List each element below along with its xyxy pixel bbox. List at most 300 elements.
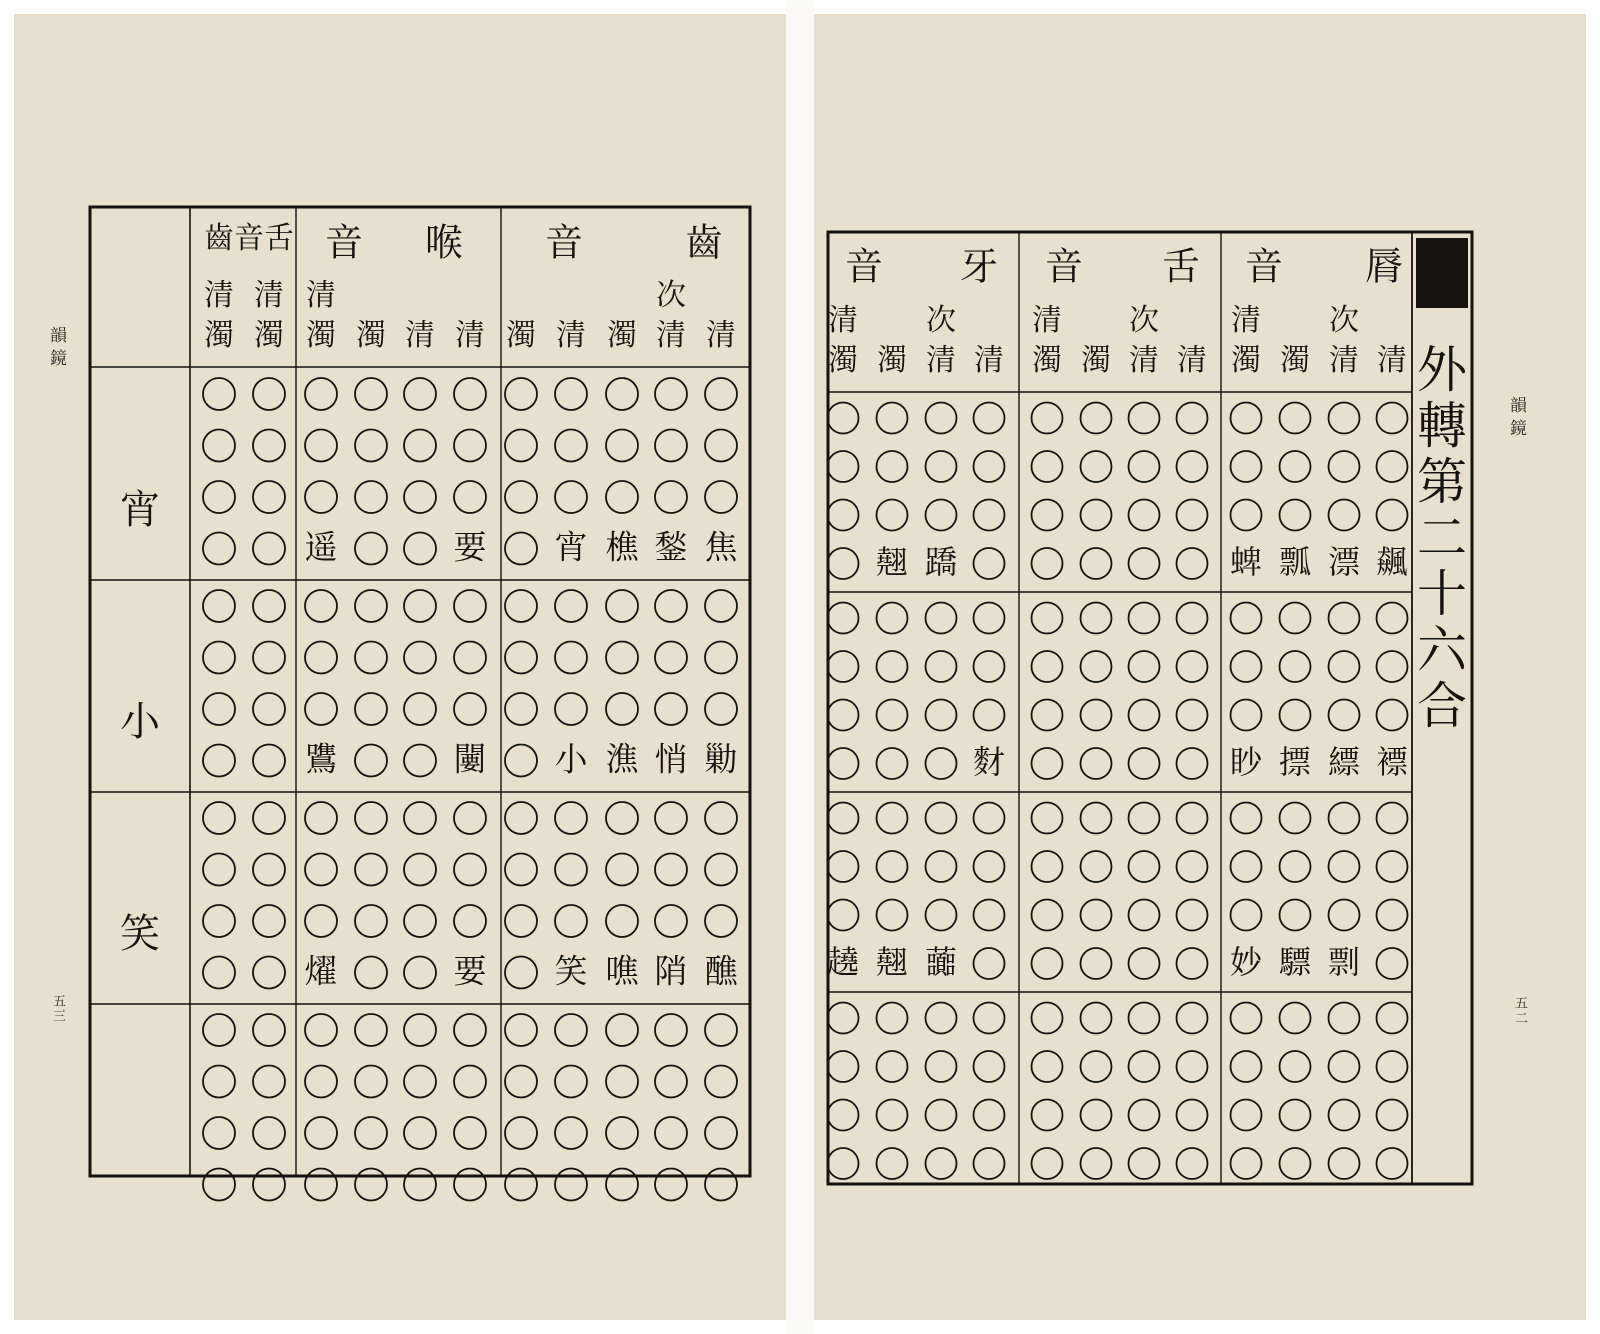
right-header-col-3: 清 xyxy=(974,343,1004,378)
left-cell-empty-circle xyxy=(655,1014,687,1046)
right-cell-empty-circle xyxy=(1081,948,1112,979)
right-cell-empty-circle xyxy=(1081,1148,1112,1179)
right-cell-empty-circle xyxy=(828,1100,859,1131)
right-cell-empty-circle xyxy=(1329,403,1360,434)
left-cell-empty-circle xyxy=(404,905,436,937)
left-cell-empty-circle xyxy=(705,590,737,622)
right-cell-empty-circle xyxy=(974,948,1005,979)
left-cell-empty-circle xyxy=(253,533,285,565)
left-cell-empty-circle xyxy=(555,1117,587,1149)
right-cell-empty-circle xyxy=(1177,500,1208,531)
left-cell-empty-circle xyxy=(305,378,337,410)
left-cell-empty-circle xyxy=(454,854,486,886)
left-cell-empty-circle xyxy=(655,642,687,674)
right-header-col-6 xyxy=(1129,303,1159,378)
left-cell-empty-circle xyxy=(655,481,687,513)
left-cell-empty-circle xyxy=(404,854,436,886)
right-cell-empty-circle xyxy=(974,1003,1005,1034)
right-cell-empty-circle xyxy=(828,403,859,434)
left-cell-empty-circle xyxy=(705,481,737,513)
left-cell-char: 要 xyxy=(453,951,487,991)
left-cell-empty-circle xyxy=(404,481,436,513)
right-cell-empty-circle xyxy=(1280,451,1311,482)
right-cell-empty-circle xyxy=(926,1148,957,1179)
left-cell-empty-circle xyxy=(253,905,285,937)
left-cell-empty-circle xyxy=(355,533,387,565)
right-chart-title-char: 十 xyxy=(1417,565,1467,623)
right-header-place-0: 牙 xyxy=(959,244,999,289)
left-cell-char: 樵 xyxy=(605,527,639,567)
left-header-col-9-char: 次 xyxy=(656,278,686,313)
left-header-col-0-char: 清 xyxy=(204,278,234,313)
right-cell-empty-circle xyxy=(1280,1148,1311,1179)
right-cell-empty-circle xyxy=(1032,1148,1063,1179)
right-cell-empty-circle xyxy=(1329,603,1360,634)
left-cell-empty-circle xyxy=(655,590,687,622)
right-cell-empty-circle xyxy=(1081,1003,1112,1034)
right-cell-empty-circle xyxy=(1129,803,1160,834)
right-header-col-10-char: 清 xyxy=(1329,343,1359,378)
left-cell-empty-circle xyxy=(454,1014,486,1046)
right-chart-title-char: 二 xyxy=(1417,509,1467,567)
left-cell-char: 陗 xyxy=(654,951,688,991)
right-chart-title-char: 轉 xyxy=(1417,397,1467,455)
right-cell-empty-circle xyxy=(1081,700,1112,731)
right-cell-empty-circle xyxy=(1081,651,1112,682)
left-cell-empty-circle xyxy=(606,481,638,513)
right-cell-char: 妙 xyxy=(1229,943,1263,981)
left-cell-empty-circle xyxy=(505,745,537,777)
left-cell-empty-circle xyxy=(404,1169,436,1201)
left-cell-empty-circle xyxy=(253,1014,285,1046)
left-cell-empty-circle xyxy=(655,1117,687,1149)
right-cell-empty-circle xyxy=(1231,500,1262,531)
right-cell-empty-circle xyxy=(926,900,957,931)
right-cell-empty-circle xyxy=(1231,900,1262,931)
right-page xyxy=(814,14,1586,1320)
left-cell-empty-circle xyxy=(606,1066,638,1098)
left-cell-empty-circle xyxy=(305,642,337,674)
left-cell-empty-circle xyxy=(253,745,285,777)
left-cell-char: 鍫 xyxy=(654,527,688,567)
right-cell-empty-circle xyxy=(1329,700,1360,731)
left-cell-empty-circle xyxy=(253,957,285,989)
right-cell-empty-circle xyxy=(1280,1051,1311,1082)
left-cell-empty-circle xyxy=(253,802,285,834)
right-cell-empty-circle xyxy=(1177,900,1208,931)
left-cell-empty-circle xyxy=(404,957,436,989)
right-cell-empty-circle xyxy=(828,748,859,779)
left-cell-empty-circle xyxy=(505,378,537,410)
left-header-col-10: 清 xyxy=(706,318,736,353)
left-cell-char: 宵 xyxy=(554,527,588,567)
right-cell-empty-circle xyxy=(926,1051,957,1082)
right-cell-empty-circle xyxy=(1177,1148,1208,1179)
left-cell-empty-circle xyxy=(404,1014,436,1046)
left-cell-empty-circle xyxy=(253,430,285,462)
right-cell-empty-circle xyxy=(1129,1051,1160,1082)
left-cell-empty-circle xyxy=(355,957,387,989)
right-cell-empty-circle xyxy=(1032,803,1063,834)
right-cell-empty-circle xyxy=(1231,1051,1262,1082)
left-cell-empty-circle xyxy=(606,642,638,674)
right-header-col-6-char: 清 xyxy=(1129,343,1159,378)
left-cell-empty-circle xyxy=(404,693,436,725)
right-cell-empty-circle xyxy=(877,1100,908,1131)
right-cell-empty-circle xyxy=(1377,900,1408,931)
left-cell-char: 笑 xyxy=(554,951,588,991)
right-cell-empty-circle xyxy=(1081,900,1112,931)
right-folio-number: 五二 xyxy=(1512,996,1527,1026)
right-cell-empty-circle xyxy=(1329,803,1360,834)
right-header-col-2-char: 次 xyxy=(926,303,956,338)
left-cell-empty-circle xyxy=(454,1169,486,1201)
right-cell-empty-circle xyxy=(828,548,859,579)
left-cell-empty-circle xyxy=(705,1066,737,1098)
right-cell-empty-circle xyxy=(1377,403,1408,434)
right-header-sound-2: 音 xyxy=(1244,244,1284,289)
left-cell-empty-circle xyxy=(355,802,387,834)
left-cell-empty-circle xyxy=(305,430,337,462)
left-cell-empty-circle xyxy=(555,430,587,462)
left-cell-empty-circle xyxy=(606,854,638,886)
left-cell-empty-circle xyxy=(505,854,537,886)
left-cell-empty-circle xyxy=(203,1014,235,1046)
right-cell-empty-circle xyxy=(1129,700,1160,731)
right-cell-empty-circle xyxy=(1081,500,1112,531)
right-cell-empty-circle xyxy=(1129,748,1160,779)
right-header-col-2 xyxy=(926,303,956,378)
left-cell-empty-circle xyxy=(355,590,387,622)
left-cell-empty-circle xyxy=(203,1117,235,1149)
right-cell-char: 翹 xyxy=(875,543,909,581)
left-header-col-5: 清 xyxy=(455,318,485,353)
right-cell-empty-circle xyxy=(1329,1148,1360,1179)
right-cell-empty-circle xyxy=(1329,651,1360,682)
right-cell-empty-circle xyxy=(1081,803,1112,834)
left-cell-empty-circle xyxy=(505,1169,537,1201)
right-cell-empty-circle xyxy=(1377,500,1408,531)
right-cell-empty-circle xyxy=(877,748,908,779)
right-cell-empty-circle xyxy=(877,900,908,931)
right-header-col-4-char: 濁 xyxy=(1032,343,1062,378)
right-cell-empty-circle xyxy=(1280,803,1311,834)
left-rime-table xyxy=(14,14,786,1320)
left-cell-empty-circle xyxy=(705,642,737,674)
right-cell-empty-circle xyxy=(1377,700,1408,731)
right-header-place-1: 舌 xyxy=(1161,244,1201,289)
right-rime-table xyxy=(814,14,1586,1320)
left-cell-empty-circle xyxy=(253,481,285,513)
right-cell-empty-circle xyxy=(877,803,908,834)
right-header-col-8-char: 清 xyxy=(1231,303,1261,338)
right-cell-empty-circle xyxy=(926,1003,957,1034)
right-cell-empty-circle xyxy=(1177,748,1208,779)
right-header-col-4-char: 清 xyxy=(1032,303,1062,338)
left-cell-empty-circle xyxy=(505,1117,537,1149)
left-cell-empty-circle xyxy=(454,590,486,622)
left-cell-empty-circle xyxy=(203,533,235,565)
left-cell-empty-circle xyxy=(606,802,638,834)
left-cell-empty-circle xyxy=(606,378,638,410)
right-cell-empty-circle xyxy=(1081,851,1112,882)
left-header-tooth-small: 齒 xyxy=(204,221,234,256)
right-cell-empty-circle xyxy=(1177,651,1208,682)
left-cell-empty-circle xyxy=(355,905,387,937)
right-cell-empty-circle xyxy=(828,803,859,834)
left-cell-empty-circle xyxy=(305,802,337,834)
right-cell-empty-circle xyxy=(828,700,859,731)
left-cell-empty-circle xyxy=(355,642,387,674)
left-cell-empty-circle xyxy=(305,481,337,513)
left-cell-empty-circle xyxy=(705,1014,737,1046)
left-cell-empty-circle xyxy=(505,642,537,674)
right-header-col-9: 濁 xyxy=(1280,343,1310,378)
left-cell-char: 潐 xyxy=(605,739,639,779)
left-cell-char: 小 xyxy=(554,739,588,779)
right-cell-empty-circle xyxy=(974,1051,1005,1082)
left-cell-empty-circle xyxy=(555,590,587,622)
left-cell-empty-circle xyxy=(606,905,638,937)
left-cell-empty-circle xyxy=(555,481,587,513)
right-cell-empty-circle xyxy=(974,700,1005,731)
right-cell-char: 眇 xyxy=(1229,743,1263,781)
left-cell-empty-circle xyxy=(505,590,537,622)
right-cell-empty-circle xyxy=(877,451,908,482)
left-cell-empty-circle xyxy=(355,693,387,725)
right-cell-char: 蹻 xyxy=(924,543,958,581)
right-cell-empty-circle xyxy=(1129,851,1160,882)
right-cell-empty-circle xyxy=(877,603,908,634)
left-cell-empty-circle xyxy=(355,1169,387,1201)
right-cell-empty-circle xyxy=(926,748,957,779)
right-cell-empty-circle xyxy=(1032,500,1063,531)
left-header-sound: 音 xyxy=(234,221,264,256)
left-cell-empty-circle xyxy=(454,430,486,462)
right-cell-empty-circle xyxy=(1177,803,1208,834)
left-header-col-9 xyxy=(656,278,686,353)
left-cell-empty-circle xyxy=(253,642,285,674)
left-cell-empty-circle xyxy=(454,1066,486,1098)
right-cell-empty-circle xyxy=(926,803,957,834)
left-cell-empty-circle xyxy=(505,1014,537,1046)
right-cell-empty-circle xyxy=(1177,548,1208,579)
left-cell-empty-circle xyxy=(355,481,387,513)
right-header-col-10 xyxy=(1329,303,1359,378)
right-cell-empty-circle xyxy=(1129,900,1160,931)
left-cell-empty-circle xyxy=(606,590,638,622)
left-cell-empty-circle xyxy=(305,905,337,937)
right-cell-empty-circle xyxy=(828,451,859,482)
right-header-col-7: 清 xyxy=(1177,343,1207,378)
right-cell-empty-circle xyxy=(1177,1051,1208,1082)
right-cell-empty-circle xyxy=(1129,651,1160,682)
right-cell-char: 瓢 xyxy=(1278,543,1312,581)
right-cell-empty-circle xyxy=(1129,1148,1160,1179)
left-header-col-2-char: 清 xyxy=(306,278,336,313)
left-header-col-9-char: 清 xyxy=(656,318,686,353)
left-cell-empty-circle xyxy=(355,430,387,462)
right-cell-empty-circle xyxy=(1329,1051,1360,1082)
left-cell-empty-circle xyxy=(355,1014,387,1046)
right-cell-empty-circle xyxy=(1177,403,1208,434)
left-cell-char: 要 xyxy=(453,527,487,567)
left-cell-empty-circle xyxy=(305,693,337,725)
right-cell-empty-circle xyxy=(1231,851,1262,882)
right-cell-empty-circle xyxy=(1032,700,1063,731)
right-cell-empty-circle xyxy=(974,803,1005,834)
right-cell-empty-circle xyxy=(828,900,859,931)
left-cell-empty-circle xyxy=(555,642,587,674)
right-cell-empty-circle xyxy=(1177,1100,1208,1131)
left-header-tooth-sound: 音 xyxy=(544,220,584,265)
right-header-col-5: 濁 xyxy=(1081,343,1111,378)
right-cell-empty-circle xyxy=(828,851,859,882)
right-cell-empty-circle xyxy=(877,500,908,531)
right-header-col-11: 清 xyxy=(1377,343,1407,378)
left-cell-empty-circle xyxy=(203,378,235,410)
right-cell-empty-circle xyxy=(974,500,1005,531)
right-cell-char: 趬 xyxy=(826,943,860,981)
left-cell-empty-circle xyxy=(253,854,285,886)
right-cell-empty-circle xyxy=(1177,948,1208,979)
right-cell-empty-circle xyxy=(926,500,957,531)
left-header-col-2-char: 濁 xyxy=(306,318,336,353)
left-cell-empty-circle xyxy=(404,590,436,622)
left-side-title: 韻鏡 xyxy=(46,326,66,372)
left-tone-label-1: 小 xyxy=(120,699,160,745)
left-cell-empty-circle xyxy=(355,854,387,886)
left-cell-empty-circle xyxy=(404,533,436,565)
left-cell-empty-circle xyxy=(606,693,638,725)
right-cell-empty-circle xyxy=(1231,1148,1262,1179)
left-cell-empty-circle xyxy=(253,1117,285,1149)
left-cell-empty-circle xyxy=(203,854,235,886)
right-cell-empty-circle xyxy=(1081,748,1112,779)
right-cell-empty-circle xyxy=(828,1148,859,1179)
right-cell-empty-circle xyxy=(1032,548,1063,579)
left-cell-empty-circle xyxy=(705,802,737,834)
right-header-col-1: 濁 xyxy=(877,343,907,378)
left-cell-empty-circle xyxy=(305,854,337,886)
right-cell-empty-circle xyxy=(828,1051,859,1082)
right-header-col-6-char: 次 xyxy=(1129,303,1159,338)
left-cell-char: 闄 xyxy=(453,739,487,779)
right-cell-empty-circle xyxy=(1329,851,1360,882)
left-cell-empty-circle xyxy=(454,693,486,725)
left-header-col-2 xyxy=(306,278,336,353)
left-cell-char: 鷕 xyxy=(304,739,338,779)
left-cell-empty-circle xyxy=(305,1169,337,1201)
right-cell-empty-circle xyxy=(1280,1100,1311,1131)
right-cell-empty-circle xyxy=(1129,548,1160,579)
right-cell-char: 摽 xyxy=(1278,743,1312,781)
right-cell-empty-circle xyxy=(1377,1003,1408,1034)
right-cell-empty-circle xyxy=(828,603,859,634)
right-cell-empty-circle xyxy=(877,403,908,434)
right-cell-empty-circle xyxy=(1129,451,1160,482)
right-cell-empty-circle xyxy=(828,1003,859,1034)
right-cell-char: 飆 xyxy=(1375,543,1409,581)
left-cell-empty-circle xyxy=(404,430,436,462)
left-header-throat-sound: 音 xyxy=(324,220,364,265)
right-header-col-10-char: 次 xyxy=(1329,303,1359,338)
left-header-col-8: 濁 xyxy=(607,318,637,353)
right-chart-title-char: 六 xyxy=(1417,621,1467,679)
right-cell-char: 䴭 xyxy=(972,743,1006,781)
left-cell-char: 悄 xyxy=(654,739,688,779)
right-cell-empty-circle xyxy=(974,900,1005,931)
left-cell-empty-circle xyxy=(253,693,285,725)
right-cell-empty-circle xyxy=(974,548,1005,579)
left-cell-empty-circle xyxy=(705,430,737,462)
right-cell-empty-circle xyxy=(1177,451,1208,482)
book-spine-gap xyxy=(786,0,814,1334)
right-cell-empty-circle xyxy=(1032,948,1063,979)
right-cell-empty-circle xyxy=(1081,403,1112,434)
right-title-mark: 內 xyxy=(1422,248,1462,294)
right-cell-char: 縹 xyxy=(1327,743,1361,781)
left-cell-empty-circle xyxy=(203,802,235,834)
left-cell-char: 醮 xyxy=(704,951,738,991)
right-header-col-0-char: 濁 xyxy=(828,343,858,378)
left-header-col-0 xyxy=(204,278,234,353)
left-cell-empty-circle xyxy=(305,1066,337,1098)
right-cell-empty-circle xyxy=(1377,603,1408,634)
right-cell-empty-circle xyxy=(1231,451,1262,482)
left-cell-empty-circle xyxy=(705,905,737,937)
right-cell-char: 翹 xyxy=(875,943,909,981)
left-cell-empty-circle xyxy=(555,802,587,834)
left-cell-empty-circle xyxy=(555,854,587,886)
left-cell-empty-circle xyxy=(355,1117,387,1149)
right-cell-empty-circle xyxy=(1377,651,1408,682)
right-cell-empty-circle xyxy=(1032,1100,1063,1131)
left-cell-empty-circle xyxy=(203,693,235,725)
right-cell-empty-circle xyxy=(1081,603,1112,634)
left-cell-char: 焦 xyxy=(704,527,738,567)
left-cell-empty-circle xyxy=(555,693,587,725)
left-cell-empty-circle xyxy=(505,430,537,462)
left-cell-empty-circle xyxy=(454,481,486,513)
left-cell-empty-circle xyxy=(655,1169,687,1201)
left-cell-empty-circle xyxy=(203,1169,235,1201)
right-cell-empty-circle xyxy=(1177,851,1208,882)
right-cell-empty-circle xyxy=(877,1148,908,1179)
right-cell-empty-circle xyxy=(1177,700,1208,731)
right-cell-empty-circle xyxy=(1032,900,1063,931)
right-cell-empty-circle xyxy=(1081,1100,1112,1131)
left-cell-empty-circle xyxy=(505,905,537,937)
right-header-col-8 xyxy=(1231,303,1261,378)
left-cell-empty-circle xyxy=(655,905,687,937)
left-header-tooth: 齒 xyxy=(684,220,724,265)
left-cell-char: 噍 xyxy=(605,951,639,991)
right-cell-empty-circle xyxy=(1129,1100,1160,1131)
left-cell-empty-circle xyxy=(454,905,486,937)
left-cell-empty-circle xyxy=(606,1117,638,1149)
right-cell-empty-circle xyxy=(1129,948,1160,979)
left-cell-empty-circle xyxy=(705,693,737,725)
right-header-sound-0: 音 xyxy=(844,244,884,289)
left-cell-empty-circle xyxy=(404,745,436,777)
left-cell-empty-circle xyxy=(606,430,638,462)
right-cell-empty-circle xyxy=(1231,651,1262,682)
right-cell-empty-circle xyxy=(926,851,957,882)
right-cell-empty-circle xyxy=(877,1051,908,1082)
right-cell-empty-circle xyxy=(828,500,859,531)
left-cell-empty-circle xyxy=(454,1117,486,1149)
